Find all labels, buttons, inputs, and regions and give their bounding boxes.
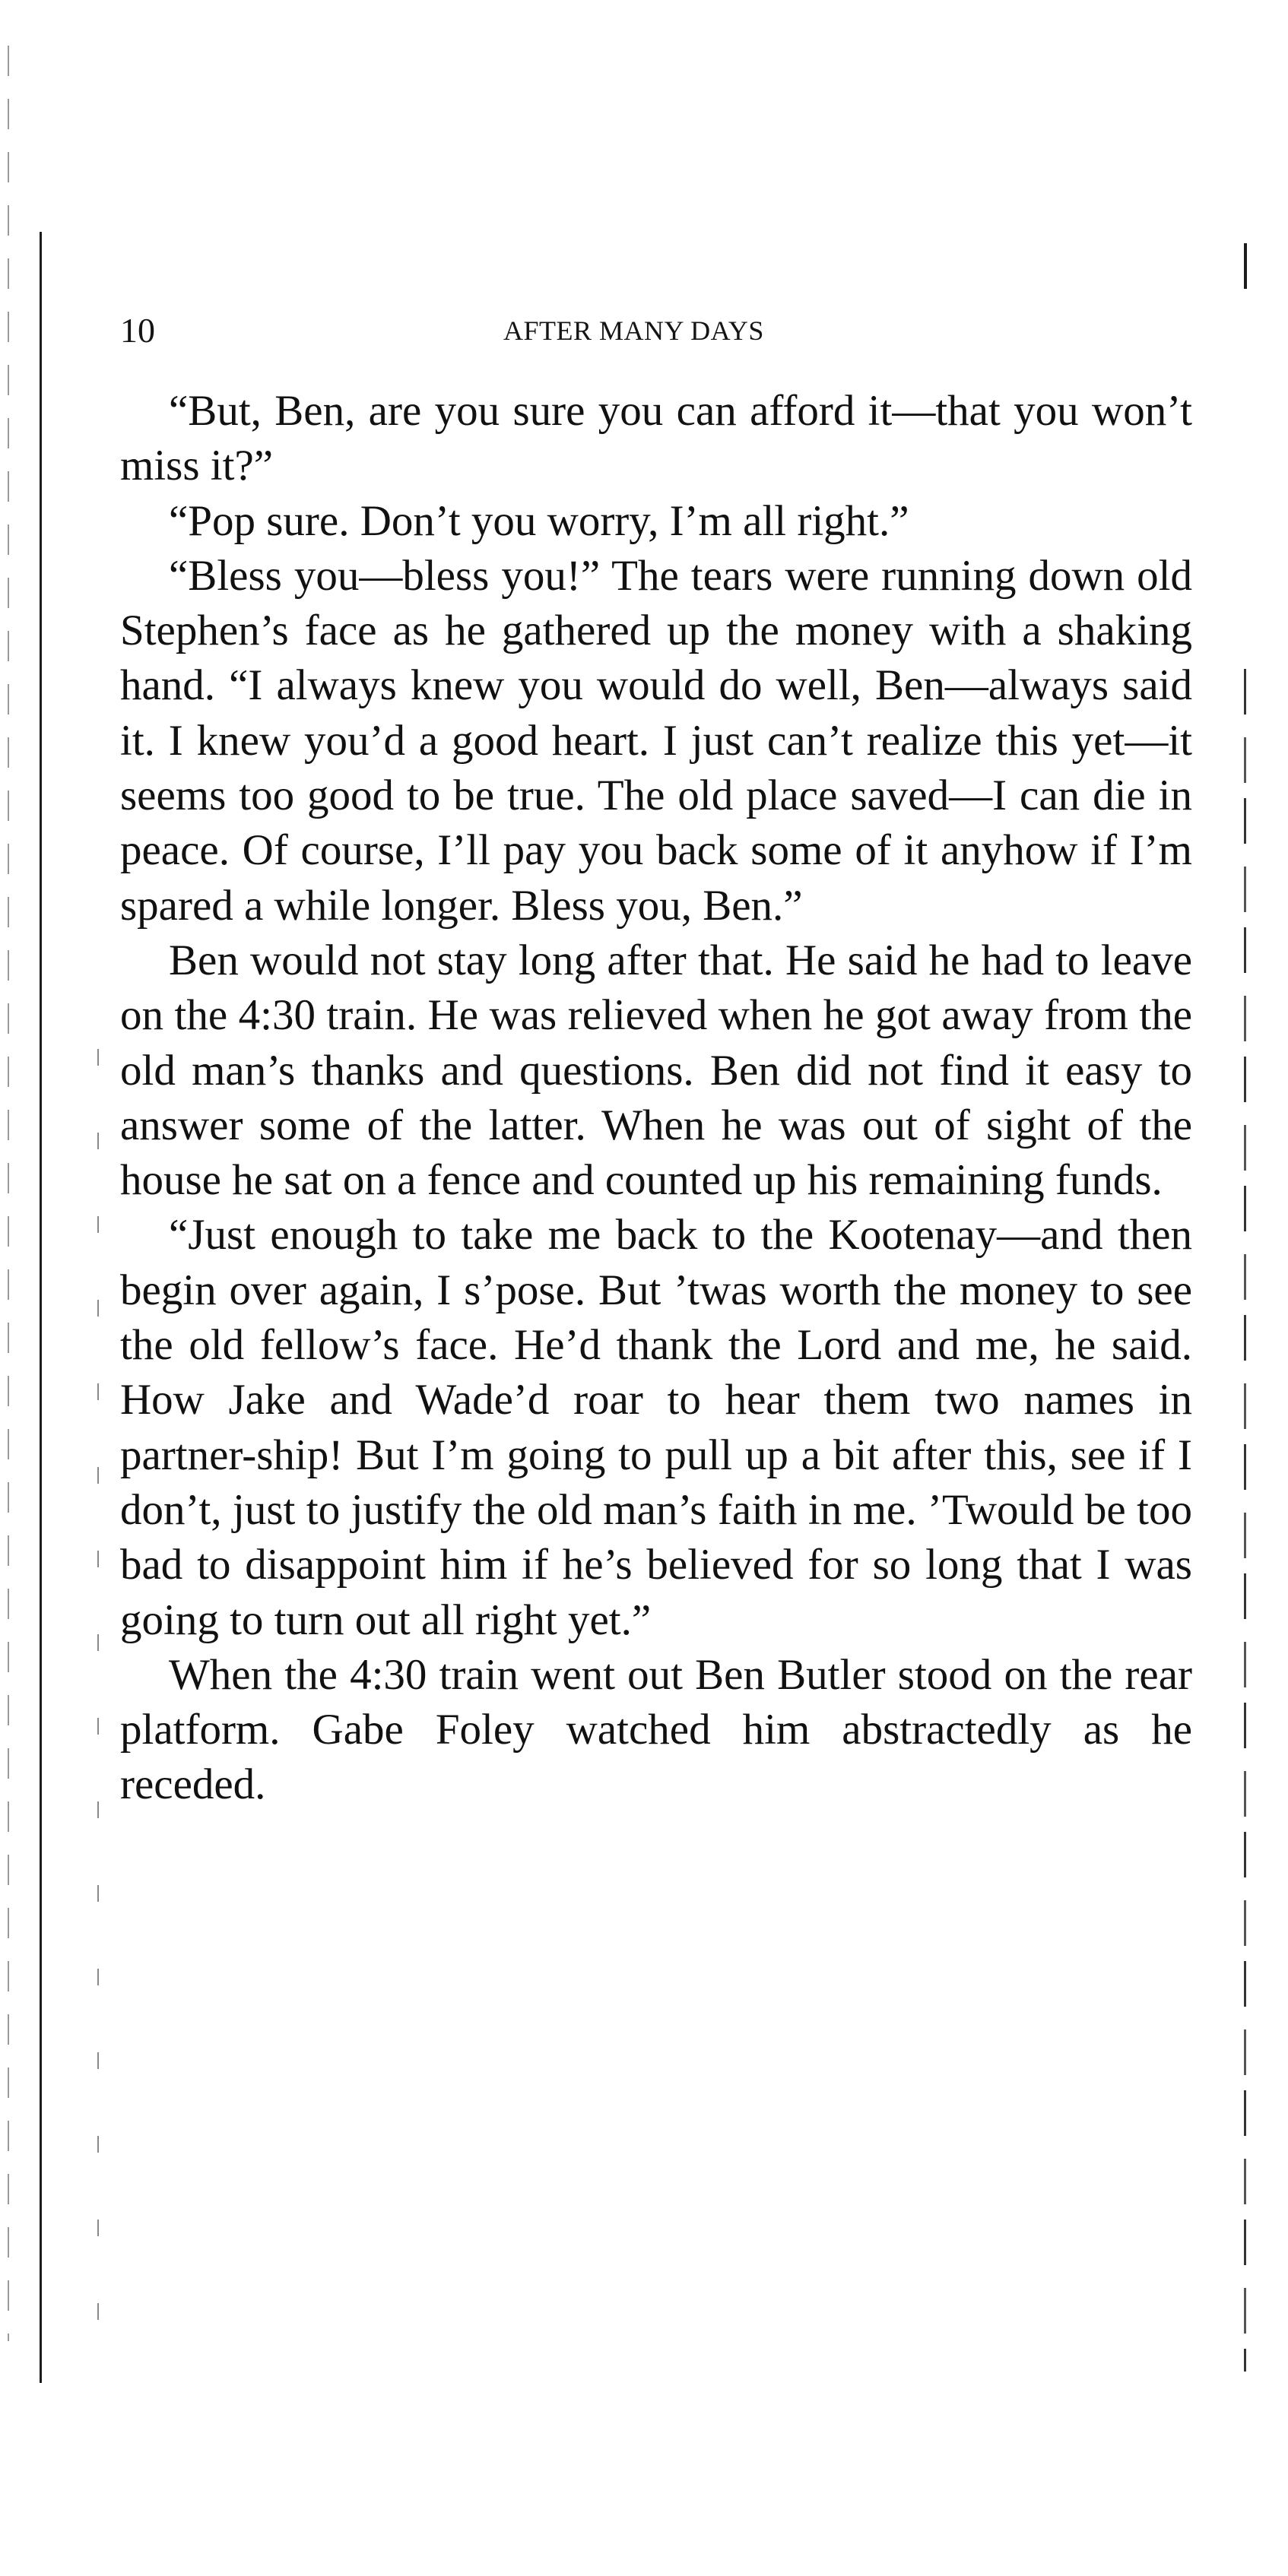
paragraph: “But, Ben, are you sure you can afford it—that you won’t miss it?” [120, 387, 1192, 490]
scan-edge-right [1244, 669, 1246, 2372]
scan-edge-left-outer [8, 46, 9, 2341]
running-head [0, 310, 1288, 356]
scan-edge-right-tick [1244, 243, 1247, 289]
page-gutter-line [40, 232, 42, 2383]
page-number: 10 [120, 311, 155, 350]
scan-gutter-marks [97, 1049, 99, 2356]
paragraph: “Just enough to take me back to the Kootenay—and then begin over again, I s’pose. But ’twas worth the money to see the old fellow’s face. He’d thank the Lord and me, he said. How Jake and Wade’d roar to hear them two names in partner-ship! But I’m going to pull up a bit after this, see if I don’t, just to justify the old man’s faith in me. ’Twould be too bad to disappoint him if he’s believed for so long that I was going to turn out all right yet.” [120, 1211, 1192, 1644]
paragraph: Ben would not stay long after that. He said he had to leave on the 4:30 train. He was relieved when he got away from the old man’s thanks and questions. Ben did not find it easy to answer some of the latter. When he was out of sight of the house he sat on a fence and counted up his remaining funds. [120, 936, 1192, 1205]
paragraph: When the 4:30 train went out Ben Butler stood on the rear platform. Gabe Foley watched him abstractedly as he receded. [120, 1650, 1192, 1809]
paragraph: “Bless you—bless you!” The tears were running down old Stephen’s face as he gathered up the money with a shaking hand. “I always knew you would do well, Ben—always said it. I knew you’d a good heart. I just can’t realize this yet—it seems too good to be true. The old place saved—I can die in peace. Of course, I’ll pay you back some of it anyhow if I’m spared a while longer. Bless you, Ben.” [120, 551, 1192, 930]
paragraph: “Pop sure. Don’t you worry, I’m all right.” [169, 496, 909, 545]
body-text [120, 384, 1192, 1813]
running-head-title: AFTER MANY DAYS [503, 315, 764, 346]
